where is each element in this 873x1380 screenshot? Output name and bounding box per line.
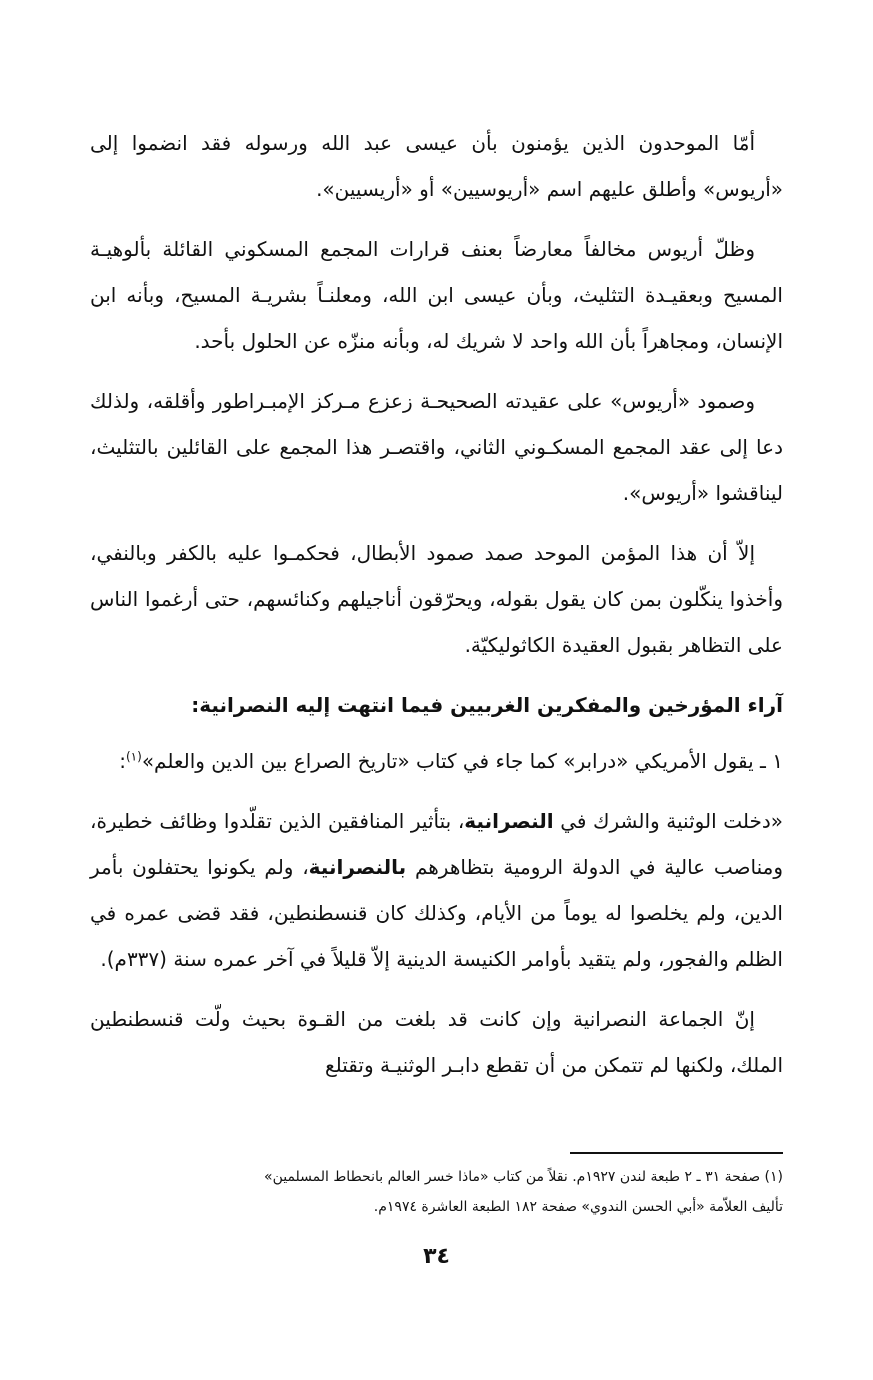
paragraph-1: أمّا الموحدون الذين يؤمنون بأن عيسى عبد الله ورسوله فقد انضموا إلى «أريوس» وأطلق عليهم اسم «أريوسيين» أو «أريسيين». [90, 131, 783, 201]
paragraph-2: وظلّ أريوس مخالفاً معارضاً بعنف قرارات المجمع المسكوني القائلة بألوهيـة المسيح وبعقيـدة التثليث، وبأن عيسى ابن الله، ومعلنـاً بشريـة المسيح، وبأنه ابن الإنسان، ومجاهراً بأن الله واحد لا شريك له، وبأنه منزّه عن الحلول بأحد. [90, 237, 783, 353]
quote-part-3: ، ولم يكونوا يحتفلون بأمر الدين، ولم يخلصوا له يوماً من الأيام، وكذلك كان قنسطنطين، فقد قضى عمره في الظلم والفجور، ولم يتقيد بأوامر الكنيسة الدينية إلاّ قليلاً في آخر عمره سنة (٣٣٧م). [90, 855, 783, 971]
footnote-line-2: تأليف العلاّمة «أبي الحسن الندوي» صفحة ١٨٢ الطبعة العاشرة ١٩٧٤م. [373, 1199, 783, 1215]
quote-part-1: «دخلت الوثنية والشرك في [553, 809, 783, 833]
item-1 [90, 738, 783, 784]
footnote-divider [570, 1152, 783, 1154]
footnotes [90, 1162, 783, 1222]
paragraph-last: إنّ الجماعة النصرانية وإن كانت قد بلغت من القـوة بحيث ولّت قنسطنطين الملك، ولكنها لم تتمكن من أن تقطع دابـر الوثنيـة وتقتلع [90, 1007, 783, 1077]
quote-paragraph [90, 798, 783, 982]
footnote-ref: (١) [125, 749, 142, 764]
footnote-line-1: (١) صفحة ٣١ ـ ٢ طبعة لندن ١٩٢٧م. نقلاً من كتاب «ماذا خسر العالم بانحطاط المسلمين» [264, 1169, 783, 1185]
item-1-tail: : [119, 749, 126, 773]
page-number: ٣٤ [423, 1244, 450, 1269]
quote-part-2: ، بتأثير المنافقين الذين تقلّدوا وظائف خطيرة، ومناصب عالية في الدولة الرومية بتظاهرهم [90, 809, 783, 879]
quote-bold-1: النصرانية [464, 809, 554, 833]
paragraph-3: وصمود «أريوس» على عقيدته الصحيحـة زعزع مـركز الإمبـراطور وأقلقه، ولذلك دعا إلى عقد المجمع المسكـوني الثاني، واقتصـر هذا المجمع على القائلين بالتثليث، ليناقشوا «أريوس». [90, 389, 783, 505]
section-heading: آراء المؤرخين والمفكرين الغربيين فيما انتهت إليه النصرانية: [191, 693, 783, 717]
paragraph-4: إلاّ أن هذا المؤمن الموحد صمد صمود الأبطال، فحكمـوا عليه بالكفر وبالنفي، وأخذوا ينكّلون بمن كان يقول بقوله، ويحرّقون أناجيلهم وكنائسهم، حتى أرغموا الناس على التظاهر بقبول العقيدة الكاثوليكيّة. [90, 541, 783, 657]
quote-bold-2: بالنصرانية [308, 855, 407, 879]
page-body [90, 120, 783, 1102]
item-1-text: ١ ـ يقول الأمريكي «درابر» كما جاء في كتاب «تاريخ الصراع بين الدين والعلم» [141, 749, 783, 773]
